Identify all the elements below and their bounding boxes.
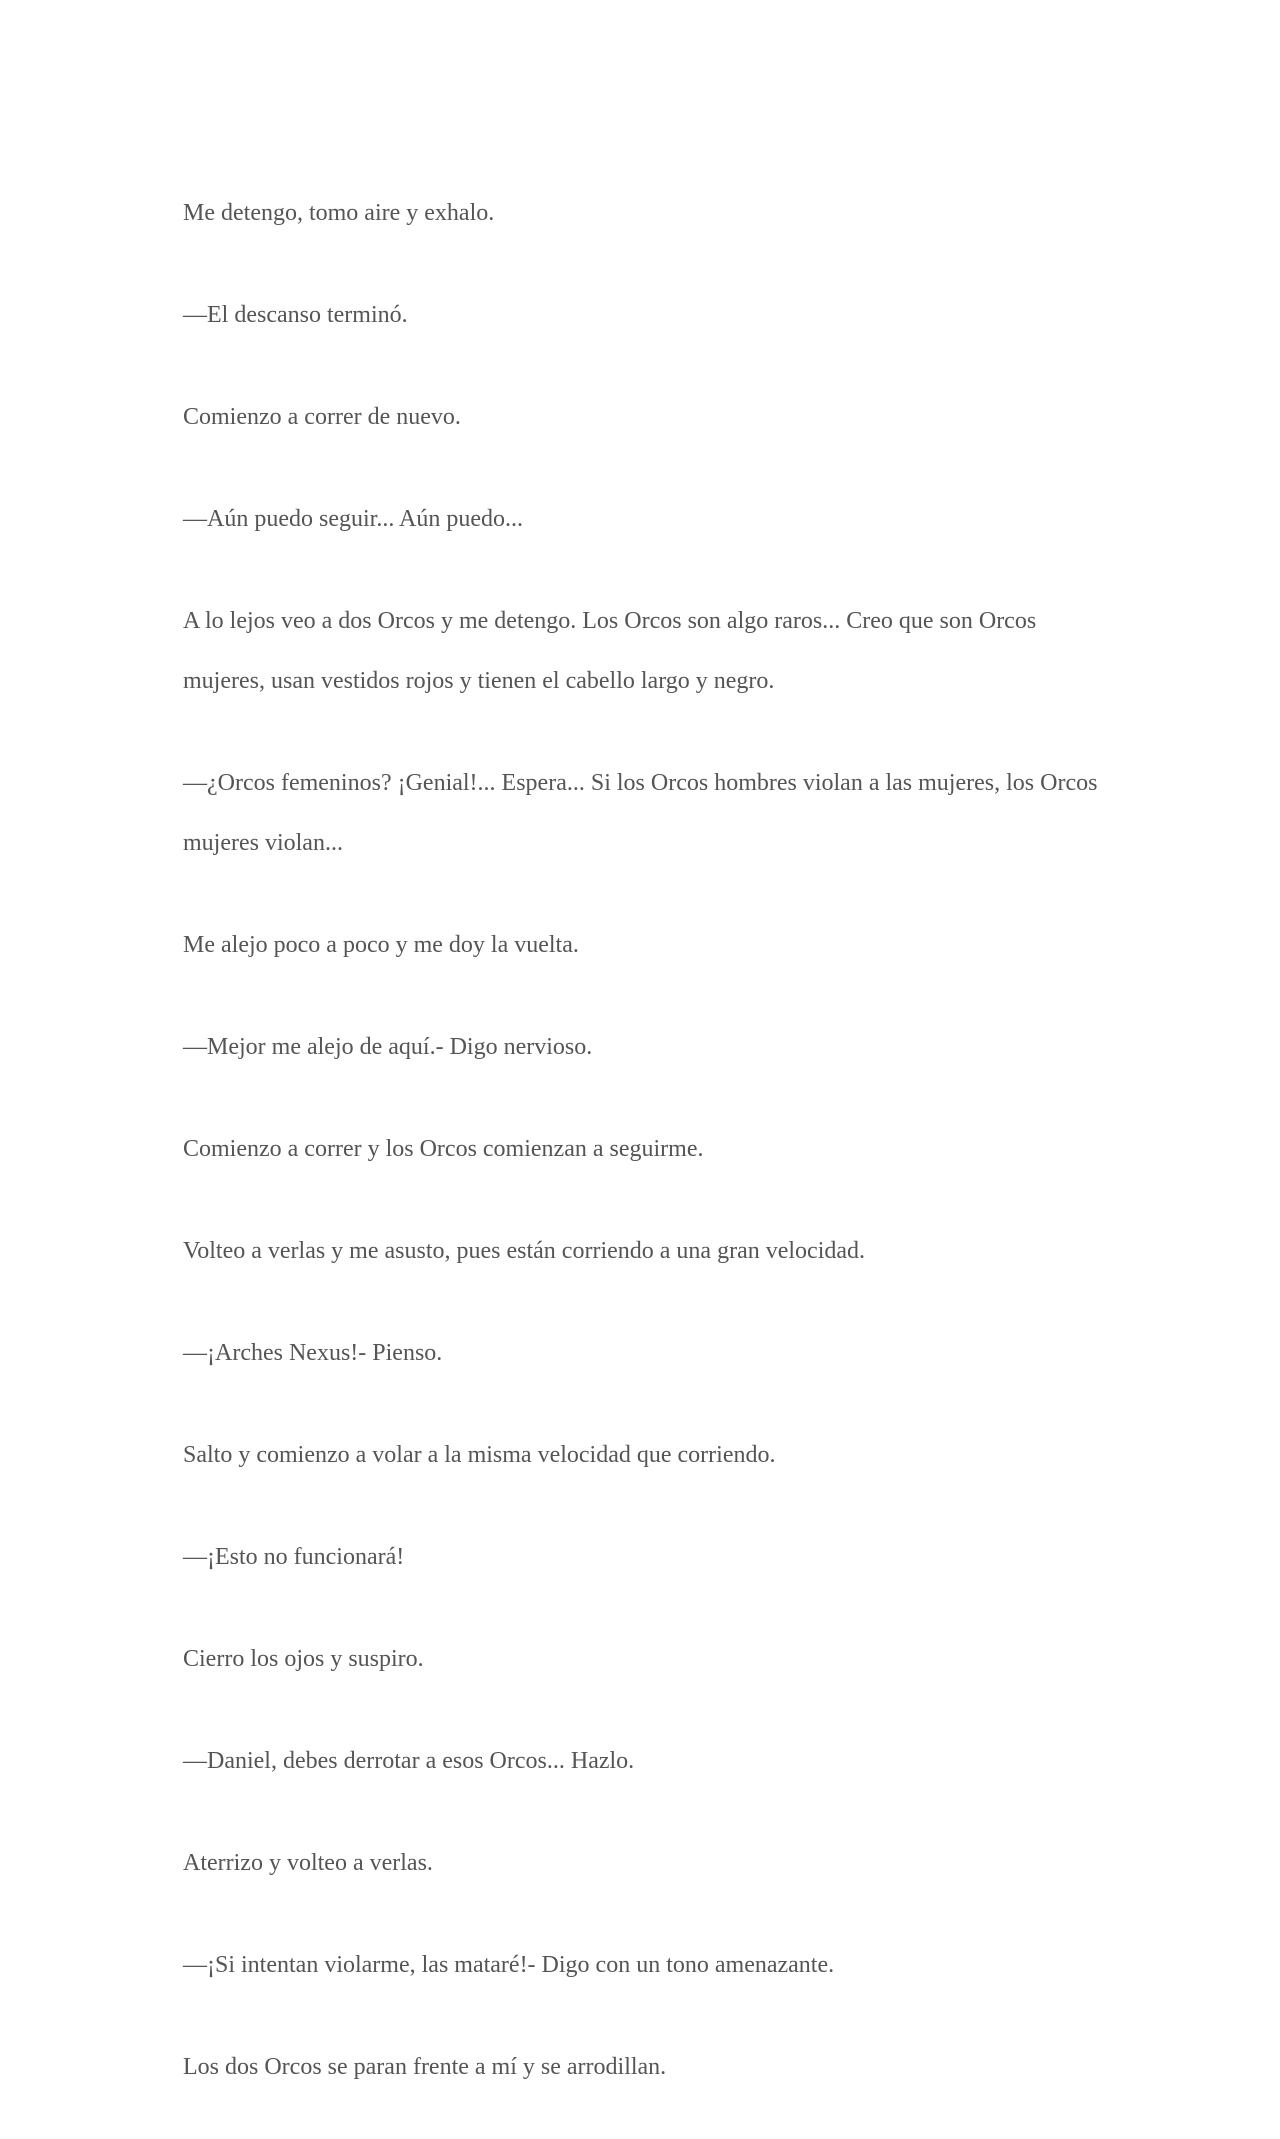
paragraph: Los dos Orcos se paran frente a mí y se arrodillan. — [183, 2054, 667, 2080]
paragraph: —Aún puedo seguir... Aún puedo... — [183, 506, 523, 532]
paragraph: Comienzo a correr y los Orcos comienzan a seguirme. — [183, 1136, 704, 1162]
paragraph: Volteo a verlas y me asusto, pues están corriendo a una gran velocidad. — [183, 1238, 866, 1264]
paragraph: Cierro los ojos y suspiro. — [183, 1646, 424, 1672]
paragraph: —¡Esto no funcionará! — [183, 1544, 405, 1570]
paragraph: Me alejo poco a poco y me doy la vuelta. — [183, 932, 579, 958]
paragraph: Comienzo a correr de nuevo. — [183, 404, 461, 430]
paragraph: Aterrizo y volteo a verlas. — [183, 1850, 433, 1876]
paragraph: —¿Orcos femeninos? ¡Genial!... Espera... Si los Orcos hombres violan a las mujeres, los Orcos mujeres violan... — [183, 770, 1098, 856]
paragraph: —¡Si intentan violarme, las mataré!- Digo con un tono amenazante. — [183, 1952, 835, 1978]
paragraph: —El descanso terminó. — [183, 302, 408, 328]
paragraph: —Daniel, debes derrotar a esos Orcos... Hazlo. — [183, 1748, 635, 1774]
paragraph: Me detengo, tomo aire y exhalo. — [183, 200, 495, 226]
paragraph: A lo lejos veo a dos Orcos y me detengo. Los Orcos son algo raros... Creo que son Orcos mujeres, usan vestidos rojos y tienen el cabello largo y negro. — [183, 608, 1037, 694]
document-body — [183, 183, 1103, 2139]
paragraph: Salto y comienzo a volar a la misma velocidad que corriendo. — [183, 1442, 776, 1468]
paragraph: —Mejor me alejo de aquí.- Digo nervioso. — [183, 1034, 593, 1060]
paragraph: —¡Arches Nexus!- Pienso. — [183, 1340, 443, 1366]
